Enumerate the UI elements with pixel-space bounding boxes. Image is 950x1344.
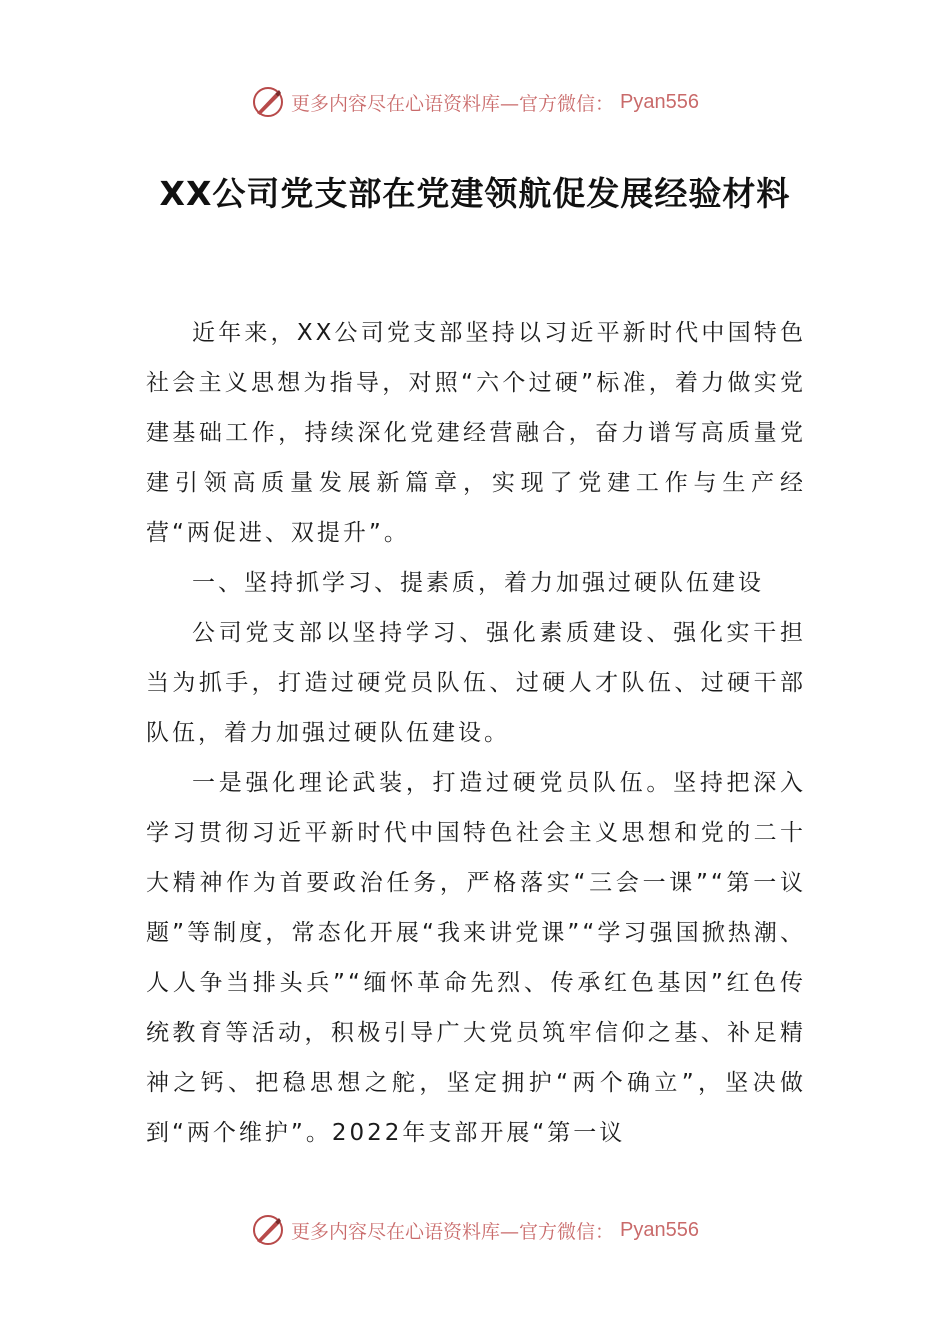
footer-banner-text: 更多内容尽在心语资料库—官方微信：	[291, 1220, 615, 1243]
document-body	[146, 308, 806, 1158]
header-banner-text: 更多内容尽在心语资料库—官方微信：	[291, 92, 615, 115]
paragraph: 一是强化理论武装，打造过硬党员队伍。坚持把深入学习贯彻习近平新时代中国特色社会主义思想和党的二十大精神作为首要政治任务，严格落实“三会一课”“第一议题”等制度，常态化开展“我来讲党课”“学习强国掀热潮、人人争当排头兵”“缅怀革命先烈、传承红色基因”红色传统教育等活动，积极引导广大党员筑牢信仰之基、补足精神之钙、把稳思想之舵，坚定拥护“两个确立”，坚决做到“两个维护”。2022年支部开展“第一议	[146, 770, 806, 1146]
paragraph: 近年来，XX公司党支部坚持以习近平新时代中国特色社会主义思想为指导，对照“六个过硬”标准，着力做实党建基础工作，持续深化党建经营融合，奋力谱写高质量党建引领高质量发展新篇章，实现了党建工作与生产经营“两促进、双提升”。	[146, 320, 806, 546]
pen-logo-icon	[251, 1213, 285, 1247]
footer-banner	[0, 1210, 950, 1250]
section-heading: 一、坚持抓学习、提素质，着力加强过硬队伍建设	[192, 570, 764, 596]
pen-logo-icon	[251, 85, 285, 119]
header-banner	[0, 82, 950, 122]
footer-banner-code: Pyan556	[620, 1218, 699, 1241]
header-banner-code: Pyan556	[620, 90, 699, 113]
document-title: XX公司党支部在党建领航促发展经验材料	[159, 174, 791, 213]
paragraph: 公司党支部以坚持学习、强化素质建设、强化实干担当为抓手，打造过硬党员队伍、过硬人才队伍、过硬干部队伍，着力加强过硬队伍建设。	[146, 620, 806, 746]
